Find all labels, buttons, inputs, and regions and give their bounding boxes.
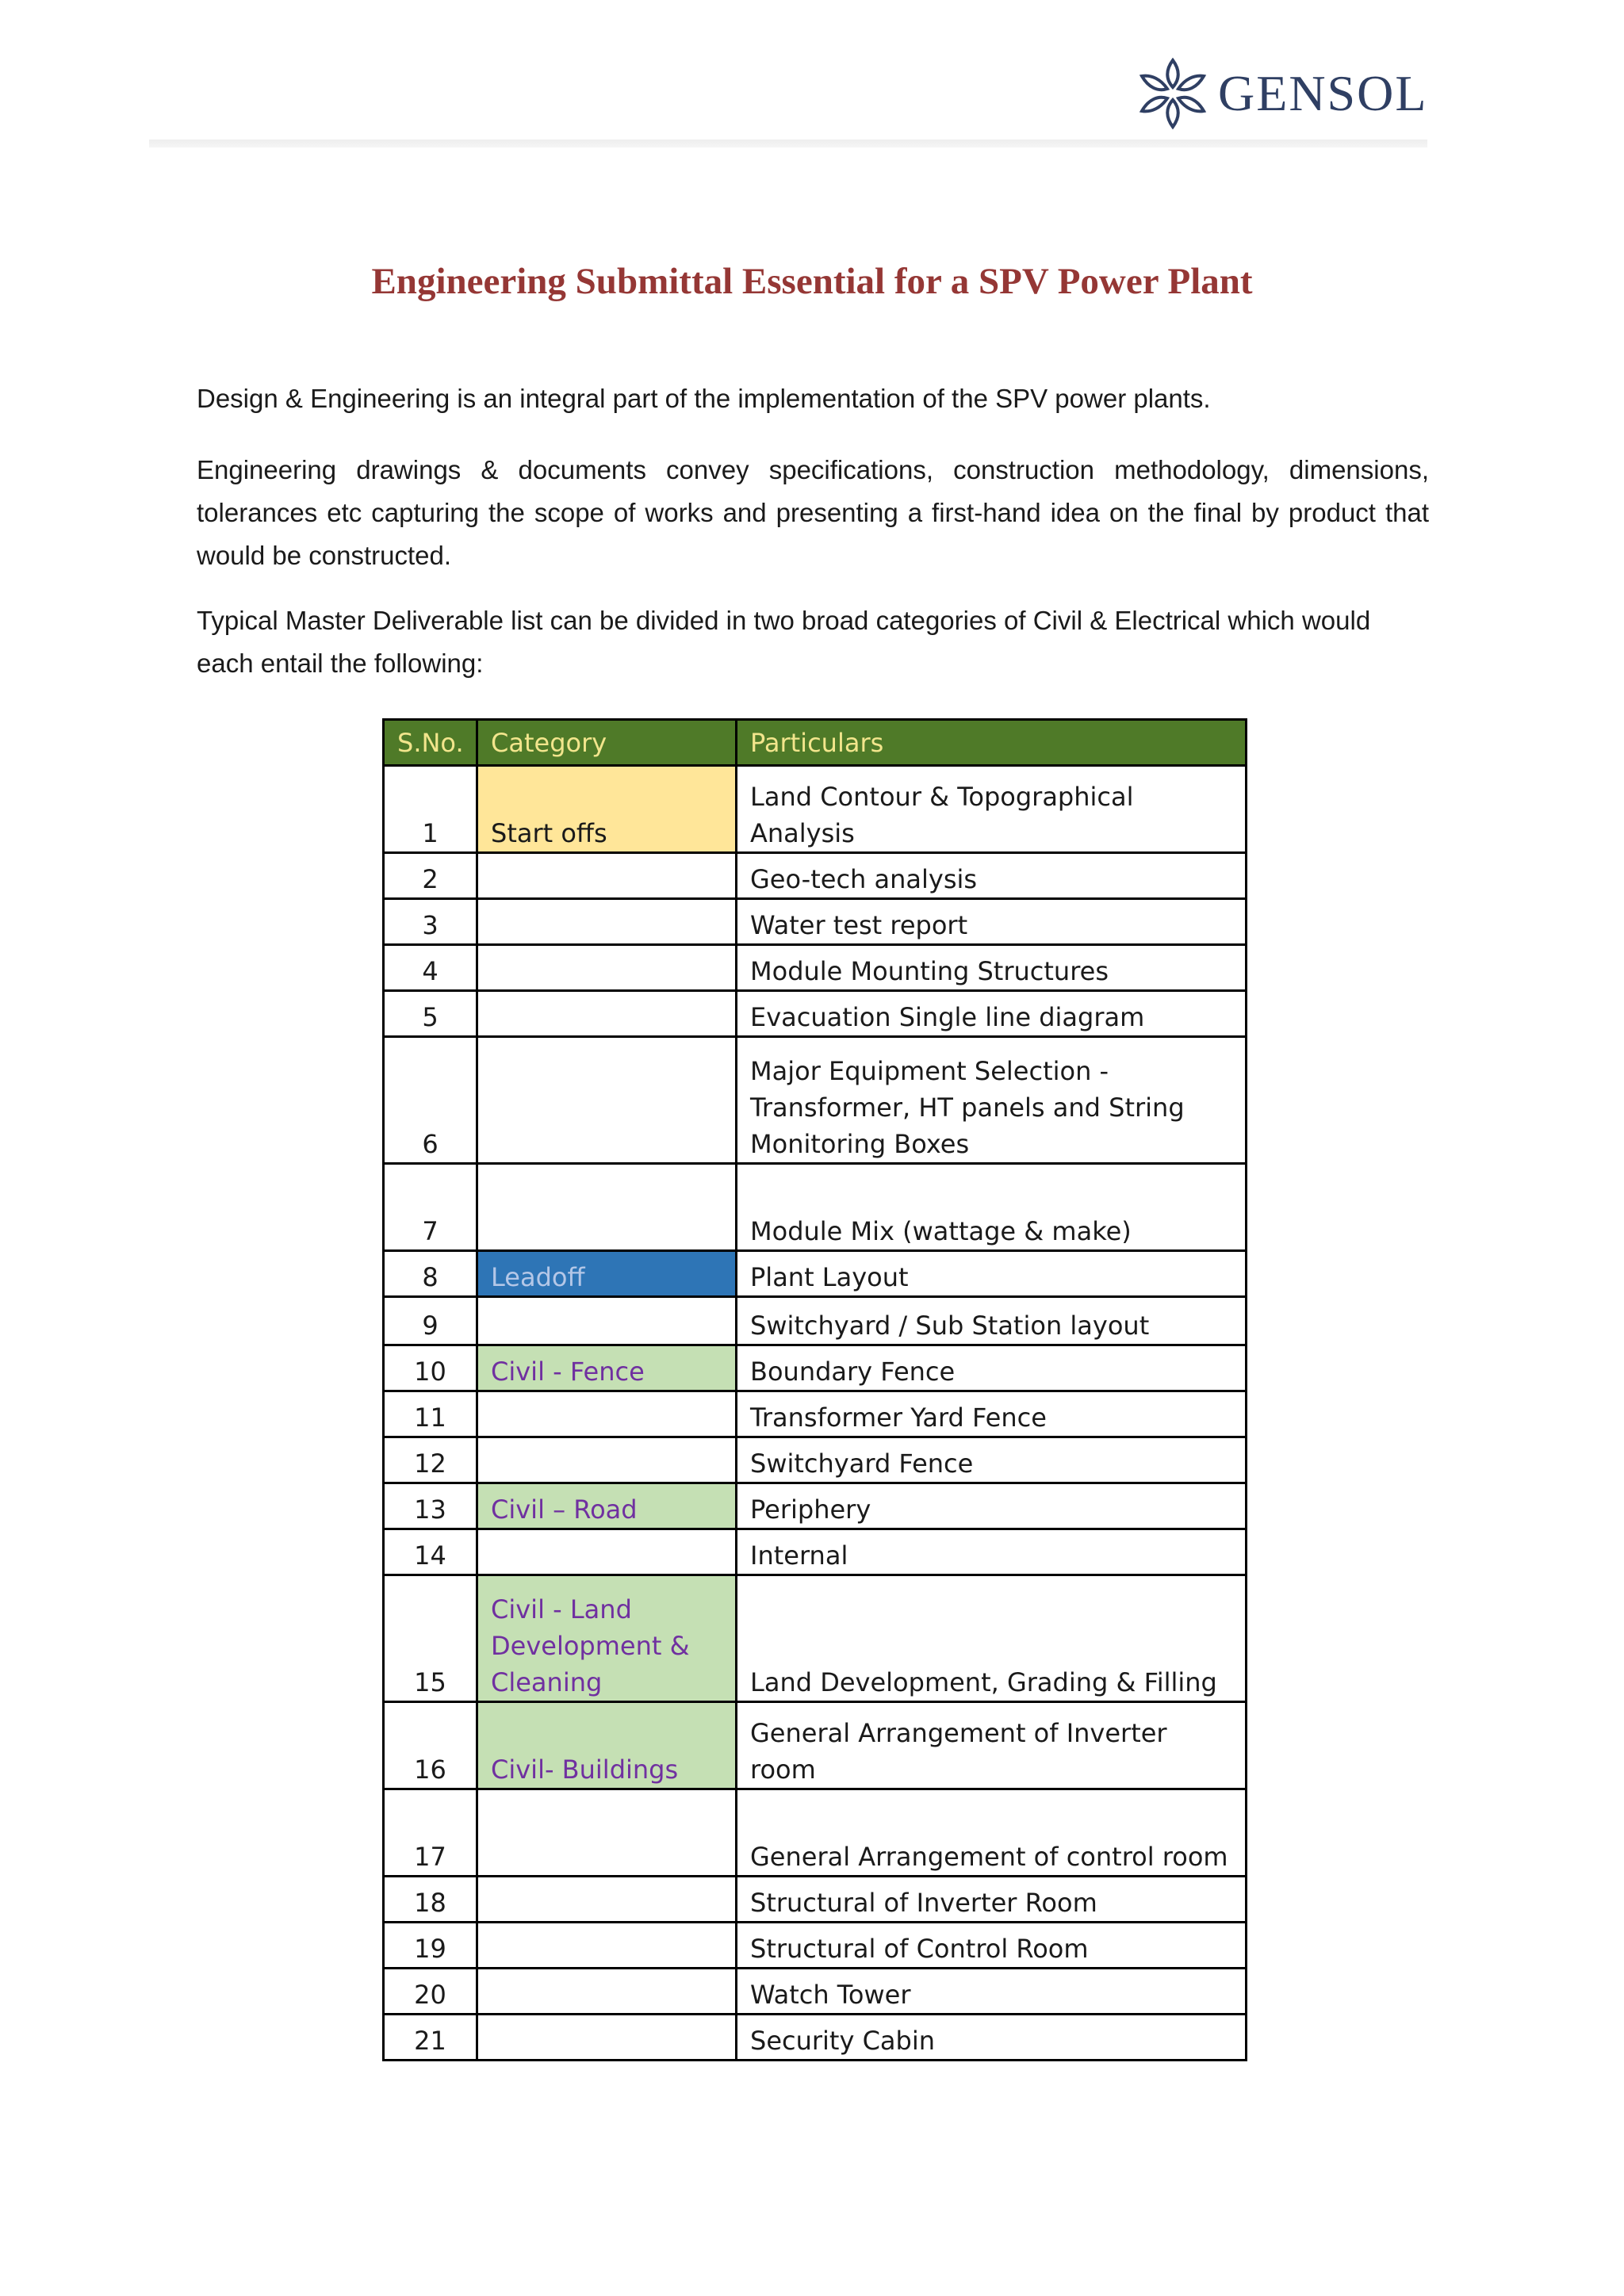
row-sno: 1 [384, 766, 477, 853]
table-row [384, 945, 1247, 991]
row-sno: 19 [384, 1923, 477, 1969]
table-row [384, 1923, 1247, 1969]
row-category: Start offs [477, 766, 737, 853]
row-category [477, 1789, 737, 1877]
row-category [477, 945, 737, 991]
row-particulars: Transformer Yard Fence [737, 1391, 1247, 1437]
row-particulars: Geo-tech analysis [737, 853, 1247, 899]
row-category [477, 1391, 737, 1437]
table-row [384, 1483, 1247, 1529]
row-category [477, 1923, 737, 1969]
row-sno: 21 [384, 2015, 477, 2061]
row-particulars: Security Cabin [737, 2015, 1247, 2061]
row-category: Civil - Fence [477, 1345, 737, 1391]
table-row [384, 1391, 1247, 1437]
row-sno: 9 [384, 1297, 477, 1345]
table-row [384, 1575, 1247, 1702]
row-category [477, 1529, 737, 1575]
row-particulars: Switchyard / Sub Station layout [737, 1297, 1247, 1345]
row-particulars: General Arrangement of control room [737, 1789, 1247, 1877]
row-sno: 17 [384, 1789, 477, 1877]
table-row [384, 766, 1247, 853]
table-row [384, 899, 1247, 945]
row-sno: 3 [384, 899, 477, 945]
intro-paragraph-3: Typical Master Deliverable list can be divided in two broad categories of Civil & Electrical which would each entail the following: [197, 606, 1371, 678]
row-sno: 15 [384, 1575, 477, 1702]
table-row [384, 1877, 1247, 1923]
row-particulars: Switchyard Fence [737, 1437, 1247, 1483]
row-sno: 13 [384, 1483, 477, 1529]
header-sno: S.No. [384, 720, 477, 766]
row-sno: 18 [384, 1877, 477, 1923]
row-particulars: Internal [737, 1529, 1247, 1575]
table-row [384, 991, 1247, 1037]
brand-name: GENSOL [1218, 65, 1428, 121]
row-sno: 5 [384, 991, 477, 1037]
row-particulars: Land Development, Grading & Filling [737, 1575, 1247, 1702]
table-row [384, 1969, 1247, 2015]
row-category [477, 1437, 737, 1483]
table-row [384, 853, 1247, 899]
table-header-row [384, 720, 1247, 766]
table-row [384, 1297, 1247, 1345]
row-sno: 10 [384, 1345, 477, 1391]
header-divider [149, 140, 1427, 147]
row-particulars: Boundary Fence [737, 1345, 1247, 1391]
row-category [477, 2015, 737, 2061]
row-particulars: Module Mix (wattage & make) [737, 1164, 1247, 1251]
row-particulars: Module Mounting Structures [737, 945, 1247, 991]
row-particulars: Structural of Control Room [737, 1923, 1247, 1969]
table-row [384, 1037, 1247, 1164]
row-particulars: Water test report [737, 899, 1247, 945]
intro-paragraph-1: Design & Engineering is an integral part of the implementation of the SPV power plants. [197, 384, 1211, 413]
table-row [384, 1789, 1247, 1877]
row-sno: 16 [384, 1702, 477, 1789]
row-particulars: Major Equipment Selection - Transformer, HT panels and String Monitoring Boxes [737, 1037, 1247, 1164]
deliverables-table [382, 718, 1247, 2061]
row-category [477, 1877, 737, 1923]
row-category [477, 1297, 737, 1345]
row-category: Civil- Buildings [477, 1702, 737, 1789]
row-category [477, 899, 737, 945]
row-particulars: Evacuation Single line diagram [737, 991, 1247, 1037]
table-row [384, 1251, 1247, 1297]
row-category [477, 1164, 737, 1251]
row-sno: 11 [384, 1391, 477, 1437]
document-title: Engineering Submittal Essential for a SPV Power Plant [371, 261, 1253, 302]
row-category: Civil – Road [477, 1483, 737, 1529]
row-particulars: General Arrangement of Inverter room [737, 1702, 1247, 1789]
header-category: Category [477, 720, 737, 766]
row-sno: 6 [384, 1037, 477, 1164]
row-particulars: Watch Tower [737, 1969, 1247, 2015]
table-row [384, 1702, 1247, 1789]
row-particulars: Structural of Inverter Room [737, 1877, 1247, 1923]
header-particulars: Particulars [737, 720, 1247, 766]
table-row [384, 1437, 1247, 1483]
row-sno: 7 [384, 1164, 477, 1251]
row-sno: 8 [384, 1251, 477, 1297]
row-category [477, 853, 737, 899]
table-row [384, 1164, 1247, 1251]
row-particulars: Land Contour & Topographical Analysis [737, 766, 1247, 853]
row-category: Leadoff [477, 1251, 737, 1297]
intro-paragraph-2: Engineering drawings & documents convey specifications, construction methodology, dimensions, tolerances etc capturing the scope of works and presenting a first-hand idea on the final by product that would be constructed. [197, 455, 1429, 570]
row-sno: 12 [384, 1437, 477, 1483]
row-sno: 14 [384, 1529, 477, 1575]
row-category: Civil - Land Development & Cleaning [477, 1575, 737, 1702]
row-category [477, 991, 737, 1037]
row-category [477, 1969, 737, 2015]
table-row [384, 1529, 1247, 1575]
gensol-logo [1139, 55, 1427, 132]
row-sno: 20 [384, 1969, 477, 2015]
row-particulars: Plant Layout [737, 1251, 1247, 1297]
table-row [384, 1345, 1247, 1391]
row-particulars: Periphery [737, 1483, 1247, 1529]
row-category [477, 1037, 737, 1164]
flower-logo-icon [1139, 55, 1207, 132]
table-row [384, 2015, 1247, 2061]
row-sno: 4 [384, 945, 477, 991]
row-sno: 2 [384, 853, 477, 899]
